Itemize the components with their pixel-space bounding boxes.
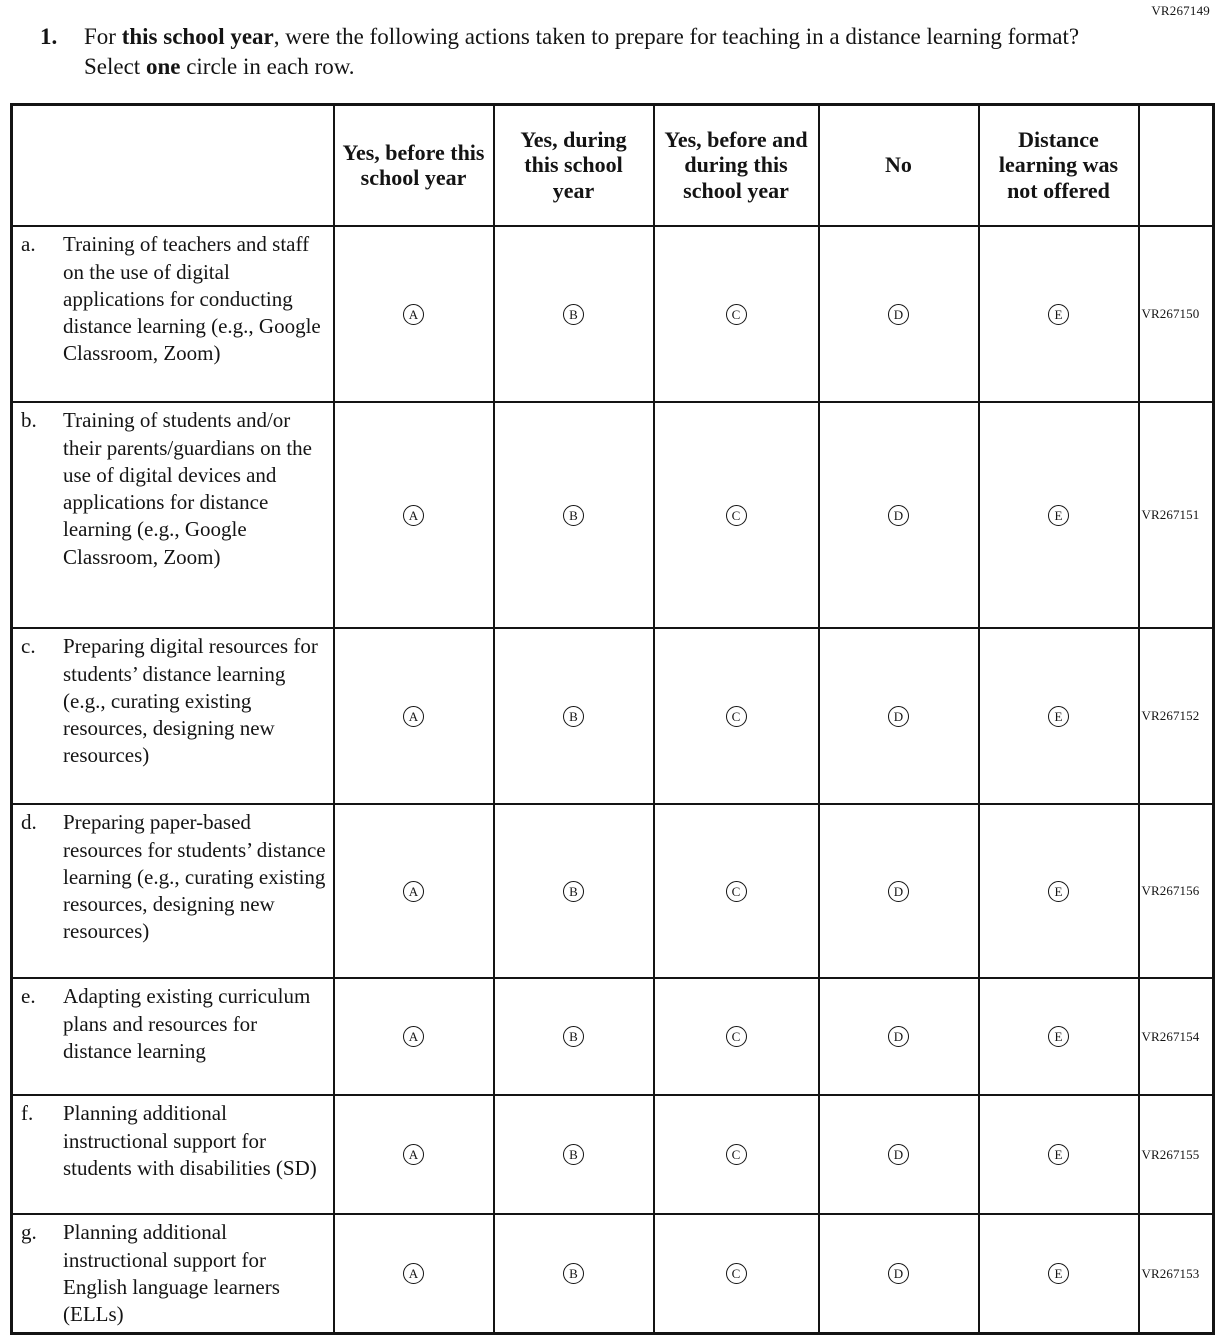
row-label-cell (12, 628, 334, 804)
option-circle-d[interactable]: D (888, 505, 909, 526)
row-letter: e. (21, 984, 36, 1009)
row-label: Planning additional instructional support for students with disabilities (SD) (63, 1101, 317, 1180)
option-circle-a[interactable]: A (403, 1263, 424, 1284)
table-row-g (12, 1214, 1214, 1334)
option-circle-d[interactable]: D (888, 1263, 909, 1284)
header-col-yes-before-and-during: Yes, before and during this school year (654, 104, 819, 226)
table-header-row (12, 104, 1214, 226)
row-code: VR267156 (1139, 804, 1214, 978)
row-label: Preparing paper-based resources for students’ distance learning (e.g., curating existing resources, designing new resources) (63, 810, 326, 944)
option-circle-b[interactable]: B (563, 881, 584, 902)
option-cell-d[interactable] (819, 628, 979, 804)
row-letter: a. (21, 232, 36, 257)
option-cell-e[interactable] (979, 978, 1139, 1095)
option-circle-d[interactable]: D (888, 706, 909, 727)
table-row-a (12, 226, 1214, 402)
option-circle-b[interactable]: B (563, 1026, 584, 1047)
row-letter: c. (21, 634, 36, 659)
option-circle-a[interactable]: A (403, 505, 424, 526)
option-cell-d[interactable] (819, 978, 979, 1095)
option-circle-b[interactable]: B (563, 304, 584, 325)
option-circle-a[interactable]: A (403, 1026, 424, 1047)
option-circle-b[interactable]: B (563, 706, 584, 727)
row-label-cell (12, 1214, 334, 1334)
question-number: 1. (40, 24, 58, 49)
option-circle-c[interactable]: C (726, 881, 747, 902)
table-row-b (12, 402, 1214, 628)
option-cell-d[interactable] (819, 226, 979, 402)
table-row-e (12, 978, 1214, 1095)
option-cell-c[interactable] (654, 402, 819, 628)
option-cell-e[interactable] (979, 1095, 1139, 1214)
option-cell-a[interactable] (334, 1095, 494, 1214)
option-cell-a[interactable] (334, 628, 494, 804)
row-code: VR267155 (1139, 1095, 1214, 1214)
option-circle-c[interactable]: C (726, 304, 747, 325)
option-cell-c[interactable] (654, 628, 819, 804)
header-empty-right (1139, 104, 1214, 226)
option-circle-b[interactable]: B (563, 1144, 584, 1165)
option-cell-e[interactable] (979, 402, 1139, 628)
option-circle-c[interactable]: C (726, 1026, 747, 1047)
question-text-part: , were the following actions taken to prepare for teaching in a distance learning format? Select (84, 24, 1080, 80)
question-text-part: circle in each row. (180, 54, 355, 80)
option-cell-e[interactable] (979, 226, 1139, 402)
option-circle-e[interactable]: E (1048, 505, 1069, 526)
row-label-cell (12, 402, 334, 628)
option-circle-d[interactable]: D (888, 881, 909, 902)
header-col-yes-during: Yes, during this school year (494, 104, 654, 226)
row-letter: g. (21, 1220, 37, 1245)
row-letter: f. (21, 1101, 34, 1126)
option-cell-b[interactable] (494, 628, 654, 804)
row-label: Adapting existing curriculum plans and resources for distance learning (63, 984, 311, 1063)
row-label: Training of students and/or their parents/guardians on the use of digital devices and applications for distance learning (e.g., Google Classroom, Zoom) (63, 408, 313, 569)
question-text-bold: this school year (121, 24, 274, 49)
option-cell-b[interactable] (494, 804, 654, 978)
option-cell-d[interactable] (819, 1095, 979, 1214)
option-cell-c[interactable] (654, 978, 819, 1095)
row-label: Preparing digital resources for students’ distance learning (e.g., curating existing resources, designing new resources) (63, 634, 318, 768)
option-cell-c[interactable] (654, 1214, 819, 1334)
option-circle-d[interactable]: D (888, 1026, 909, 1047)
option-cell-b[interactable] (494, 226, 654, 402)
table-row-c (12, 628, 1214, 804)
option-cell-a[interactable] (334, 226, 494, 402)
option-cell-b[interactable] (494, 1095, 654, 1214)
row-label-cell (12, 804, 334, 978)
option-cell-a[interactable] (334, 1214, 494, 1334)
header-col-yes-before: Yes, before this school year (334, 104, 494, 226)
option-circle-e[interactable]: E (1048, 706, 1069, 727)
option-circle-c[interactable]: C (726, 505, 747, 526)
row-label: Planning additional instructional support for English language learners (ELLs) (63, 1220, 280, 1327)
answer-grid (10, 103, 1215, 1336)
row-letter: b. (21, 408, 37, 433)
question-text-bold: one (145, 54, 181, 80)
option-circle-b[interactable]: B (563, 505, 584, 526)
option-circle-d[interactable]: D (888, 1144, 909, 1165)
table-row-f (12, 1095, 1214, 1214)
option-circle-e[interactable]: E (1048, 1263, 1069, 1284)
option-circle-a[interactable]: A (403, 1144, 424, 1165)
header-col-no: No (819, 104, 979, 226)
row-code: VR267152 (1139, 628, 1214, 804)
option-circle-c[interactable]: C (726, 1144, 747, 1165)
row-label-cell (12, 226, 334, 402)
option-cell-b[interactable] (494, 402, 654, 628)
question-text (84, 22, 1080, 83)
row-code: VR267154 (1139, 978, 1214, 1095)
page-code: VR267149 (1151, 3, 1210, 18)
row-label-cell (12, 978, 334, 1095)
option-cell-d[interactable] (819, 804, 979, 978)
option-cell-c[interactable] (654, 226, 819, 402)
option-circle-a[interactable]: A (403, 706, 424, 727)
option-cell-e[interactable] (979, 628, 1139, 804)
header-empty-left (12, 104, 334, 226)
row-label-cell (12, 1095, 334, 1214)
row-code: VR267153 (1139, 1214, 1214, 1334)
question-1 (40, 22, 1080, 83)
option-circle-e[interactable]: E (1048, 304, 1069, 325)
option-circle-a[interactable]: A (403, 304, 424, 325)
question-text-part: For (84, 24, 122, 49)
row-label: Training of teachers and staff on the use of digital applications for conducting distance learning (e.g., Google Classroom, Zoom) (63, 232, 321, 366)
table-row-d (12, 804, 1214, 978)
option-circle-d[interactable]: D (888, 304, 909, 325)
option-circle-b[interactable]: B (563, 1263, 584, 1284)
option-cell-d[interactable] (819, 402, 979, 628)
row-code: VR267150 (1139, 226, 1214, 402)
option-cell-e[interactable] (979, 804, 1139, 978)
option-circle-c[interactable]: C (726, 706, 747, 727)
row-code: VR267151 (1139, 402, 1214, 628)
option-cell-e[interactable] (979, 1214, 1139, 1334)
option-circle-e[interactable]: E (1048, 1144, 1069, 1165)
option-circle-e[interactable]: E (1048, 1026, 1069, 1047)
option-cell-c[interactable] (654, 804, 819, 978)
option-cell-a[interactable] (334, 804, 494, 978)
option-cell-c[interactable] (654, 1095, 819, 1214)
option-cell-d[interactable] (819, 1214, 979, 1334)
header-col-not-offered: Distance learning was not offered (979, 104, 1139, 226)
option-cell-a[interactable] (334, 402, 494, 628)
option-circle-e[interactable]: E (1048, 881, 1069, 902)
option-cell-a[interactable] (334, 978, 494, 1095)
option-circle-c[interactable]: C (726, 1263, 747, 1284)
option-circle-a[interactable]: A (403, 881, 424, 902)
option-cell-b[interactable] (494, 978, 654, 1095)
option-cell-b[interactable] (494, 1214, 654, 1334)
row-letter: d. (21, 810, 37, 835)
